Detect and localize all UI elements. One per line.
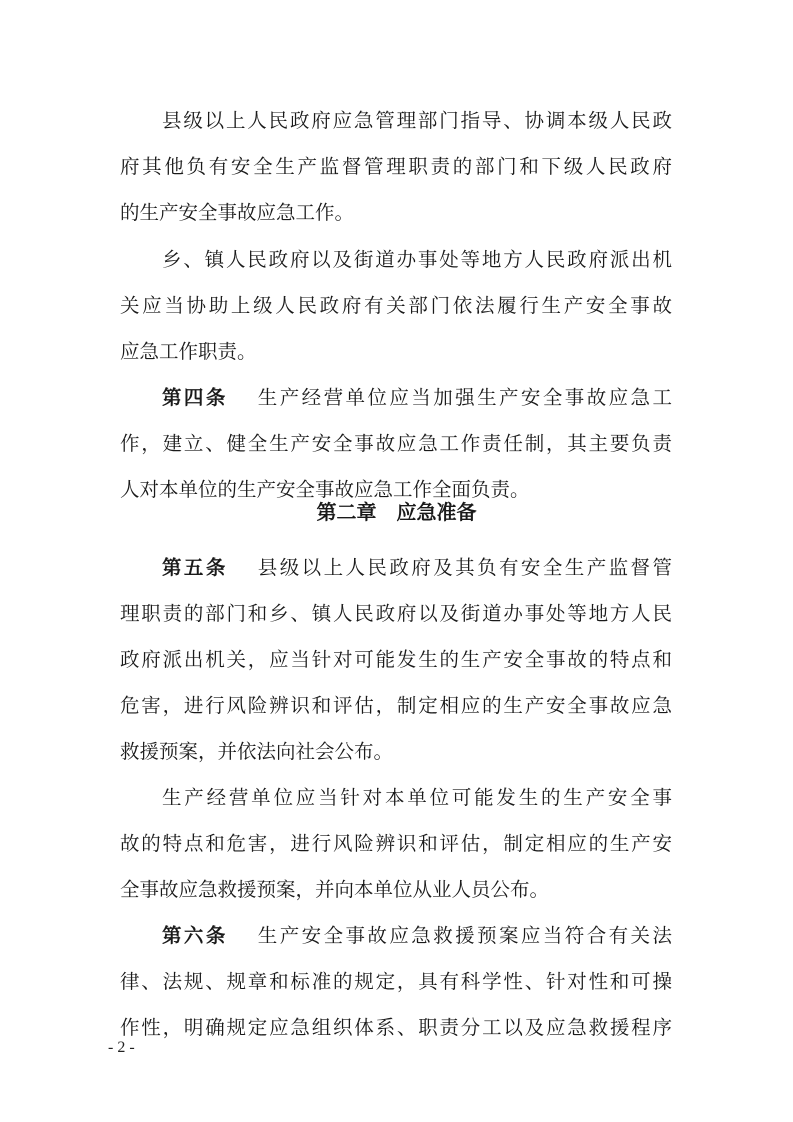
paragraph-line: 府其他负有安全生产监督管理职责的部门和下级人民政府 [120,155,672,178]
paragraph-line: 理职责的部门和乡、镇人民政府以及街道办事处等地方人民 [120,602,672,625]
paragraph-line: 人对本单位的生产安全事故应急工作全面负责。 [120,478,530,501]
paragraph-line: 救援预案，并依法向社会公布。 [120,740,394,763]
article-label: 第五条 [162,556,228,579]
article-first-line [162,378,672,418]
paragraph-text: 生产安全事故应急救援预案应当符合有关法 [257,924,672,947]
paragraph-line: 县级以上人民政府应急管理部门指导、协调本级人民政 [162,109,672,132]
paragraph-line: 关应当协助上级人民政府有关部门依法履行生产安全事故 [120,294,672,317]
paragraph-line: 生产经营单位应当针对本单位可能发生的生产安全事 [162,786,672,809]
paragraph-line: 应急工作职责。 [120,340,257,363]
page-number: - 2 - [108,1039,135,1056]
paragraph-line: 故的特点和危害，进行风险辨识和评估，制定相应的生产安 [120,832,672,855]
chapter-heading: 第二章 应急准备 [316,500,477,524]
paragraph-line: 的生产安全事故应急工作。 [120,201,355,224]
paragraph-text: 生产经营单位应当加强生产安全事故应急工 [257,386,672,409]
article-first-line [162,548,672,588]
paragraph-line: 政府派出机关，应当针对可能发生的生产安全事故的特点和 [120,648,672,671]
paragraph-line: 作性，明确规定应急组织体系、职责分工以及应急救援程序 [120,1016,672,1039]
article-first-line [162,916,672,956]
article-label: 第四条 [162,386,228,409]
paragraph-line: 律、法规、规章和标准的规定，具有科学性、针对性和可操 [120,970,672,993]
article-label: 第六条 [162,924,228,947]
paragraph-line: 危害，进行风险辨识和评估，制定相应的生产安全事故应急 [120,694,672,717]
paragraph-line: 全事故应急救援预案，并向本单位从业人员公布。 [120,878,550,901]
paragraph-text: 县级以上人民政府及其负有安全生产监督管 [257,556,672,579]
paragraph-line: 作，建立、健全生产安全事故应急工作责任制，其主要负责 [120,432,672,455]
paragraph-line: 乡、镇人民政府以及街道办事处等地方人民政府派出机 [162,248,672,271]
